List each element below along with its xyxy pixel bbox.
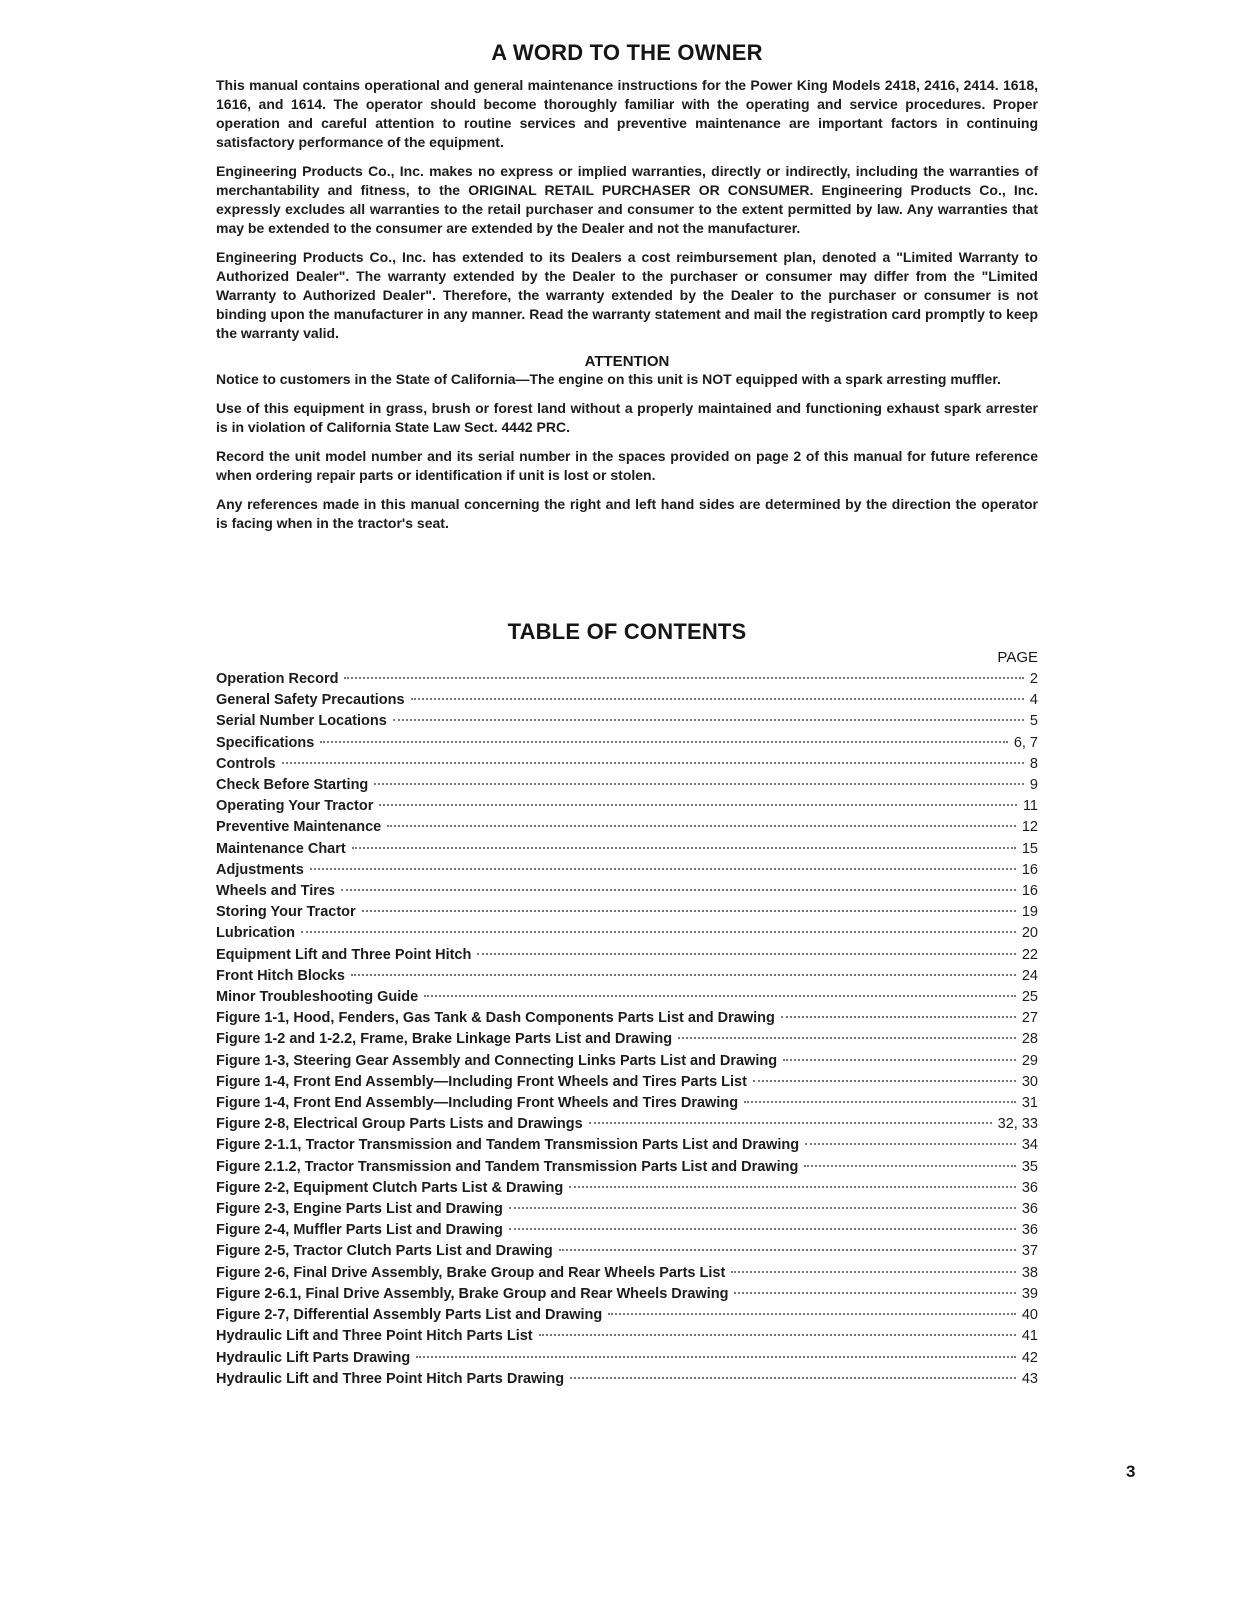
toc-entry-page: 9 [1029, 777, 1038, 794]
toc-entry-page: 34 [1021, 1137, 1038, 1154]
toc-entry-page: 32, 33 [997, 1116, 1038, 1133]
toc-entry [216, 987, 1038, 1008]
toc-entry-title: Figure 1-4, Front End Assembly—Including Front Wheels and Tires Drawing [216, 1095, 739, 1112]
toc-dot-leader [310, 868, 1016, 870]
toc-entry-page: 12 [1021, 819, 1038, 836]
toc-dot-leader [341, 889, 1016, 891]
toc-entry-title: Equipment Lift and Three Point Hitch [216, 946, 472, 963]
toc-dot-leader [731, 1271, 1016, 1273]
toc-dot-leader [411, 698, 1024, 700]
toc-entry-page: 19 [1021, 904, 1038, 921]
toc-entry-page: 22 [1021, 946, 1038, 963]
toc-dot-leader [362, 910, 1016, 912]
toc-entry-title: Figure 2-3, Engine Parts List and Drawing [216, 1201, 503, 1218]
toc-entry-title: Figure 1-3, Steering Gear Assembly and Connecting Links Parts List and Drawing [216, 1052, 778, 1069]
toc-entry-title: Hydraulic Lift Parts Drawing [216, 1349, 411, 1366]
toc-entry [216, 1051, 1038, 1072]
toc-dot-leader [509, 1228, 1016, 1230]
toc-entry-title: Figure 1-1, Hood, Fenders, Gas Tank & Dash Components Parts List and Drawing [216, 1010, 775, 1027]
toc-entry [216, 860, 1038, 881]
toc-entry-title: Controls [216, 755, 276, 772]
toc-entry-title: Figure 2-4, Muffler Parts List and Drawing [216, 1222, 503, 1239]
toc-page-column-label: PAGE [997, 649, 1038, 666]
toc-entry-title: Figure 2.1.2, Tractor Transmission and Tandem Transmission Parts List and Drawing [216, 1158, 799, 1175]
toc-entry [216, 1135, 1038, 1156]
toc-dot-leader [781, 1016, 1016, 1018]
attention-heading: ATTENTION [584, 353, 670, 370]
toc-dot-leader [509, 1207, 1016, 1209]
toc-heading: TABLE OF CONTENTS [507, 619, 747, 644]
toc-dot-leader [804, 1165, 1016, 1167]
toc-entry-title: Storing Your Tractor [216, 904, 356, 921]
toc-entry-page: 2 [1029, 671, 1038, 687]
toc-entry-page: 16 [1021, 883, 1038, 900]
toc-entry-title: Minor Troubleshooting Guide [216, 989, 419, 1006]
toc-entry-page: 4 [1029, 692, 1038, 709]
attention-paragraph-1: Notice to customers in the State of California—The engine on this unit is NOT equipped with a spark arresting muffler. [216, 371, 1001, 387]
toc-entry [216, 945, 1038, 966]
toc-entry-page: 36 [1021, 1222, 1038, 1239]
toc-dot-leader [559, 1249, 1016, 1251]
toc-entry-page: 25 [1021, 989, 1038, 1006]
toc-entry [216, 1220, 1038, 1241]
toc-dot-leader [416, 1356, 1016, 1358]
toc-entry [216, 1072, 1038, 1093]
toc-entry [216, 1326, 1038, 1347]
toc-dot-leader [477, 953, 1016, 955]
owner-paragraph-2: Engineering Products Co., Inc. makes no express or implied warranties, directly or indirectly, including the warranties of merchantability and fitness, to the ORIGINAL RETAIL PURCHASER OR CONSUMER. Engineering Products Co., Inc. expressly excludes all warranties to the retail purchaser and consumer to the extent permitted by law. Any warranties that may be extended to the consumer are extended by the Dealer and not the manufacturer. [216, 163, 1038, 236]
toc-dot-leader [351, 974, 1016, 976]
toc-dot-leader [344, 677, 1023, 679]
toc-entry [216, 1157, 1038, 1178]
toc-dot-leader [282, 762, 1024, 764]
toc-entry-page: 36 [1021, 1201, 1038, 1218]
toc-dot-leader [783, 1059, 1016, 1061]
toc-entry-title: Figure 2-6.1, Final Drive Assembly, Brake Group and Rear Wheels Drawing [216, 1285, 729, 1302]
toc-entry-page: 6, 7 [1013, 734, 1038, 751]
toc-dot-leader [387, 825, 1016, 827]
toc-dot-leader [301, 931, 1016, 933]
toc-entry-title: Operating Your Tractor [216, 798, 374, 815]
toc-entry-title: Preventive Maintenance [216, 819, 382, 836]
toc-entry-title: Maintenance Chart [216, 840, 346, 857]
toc-dot-leader [608, 1313, 1016, 1315]
toc-entry [216, 881, 1038, 902]
toc-entry [216, 1305, 1038, 1326]
toc-dot-leader [374, 783, 1024, 785]
toc-entry-page: 11 [1022, 798, 1038, 815]
owner-paragraph-3: Engineering Products Co., Inc. has extended to its Dealers a cost reimbursement plan, denoted a "Limited Warranty to Authorized Dealer". The warranty extended by the Dealer to the purchaser or consumer may differ from the "Limited Warranty to Authorized Dealer". Therefore, the warranty extended by the Dealer to the purchaser or consumer is not binding upon the manufacturer in any manner. Read the warranty statement and mail the registration card promptly to keep the warranty valid. [216, 249, 1038, 341]
toc-entry [216, 1093, 1038, 1114]
toc-entry-title: Front Hitch Blocks [216, 967, 345, 984]
toc-entry-page: 27 [1021, 1010, 1038, 1027]
toc-entry [216, 923, 1038, 944]
toc-entry [216, 1284, 1038, 1305]
toc-entry [216, 733, 1038, 754]
attention-paragraph-3: Record the unit model number and its serial number in the spaces provided on page 2 of this manual for future reference when ordering repair parts or identification if unit is lost or stolen. [216, 448, 1038, 483]
toc-entry [216, 1178, 1038, 1199]
toc-entry-page: 24 [1021, 967, 1038, 984]
toc-entry [216, 754, 1038, 775]
toc-entry-title: Figure 2-6, Final Drive Assembly, Brake Group and Rear Wheels Parts List [216, 1264, 726, 1281]
toc-entry [216, 1263, 1038, 1284]
owner-heading: A WORD TO THE OWNER [491, 40, 763, 65]
toc-entry-page: 20 [1021, 925, 1038, 942]
toc-entry [216, 1369, 1038, 1390]
toc-entry-page: 15 [1021, 840, 1038, 857]
toc-entry-title: Figure 2-8, Electrical Group Parts Lists and Drawings [216, 1116, 583, 1133]
toc-entry-page: 28 [1021, 1031, 1038, 1048]
toc-entry-page: 43 [1021, 1370, 1038, 1387]
toc-entry [216, 669, 1038, 690]
toc-entry-title: Lubrication [216, 925, 295, 942]
toc-entry [216, 1114, 1038, 1135]
toc-entry-page: 39 [1021, 1285, 1038, 1302]
toc-entry [216, 775, 1038, 796]
toc-entry-title: Figure 2-5, Tractor Clutch Parts List and Drawing [216, 1243, 553, 1260]
toc-entry [216, 796, 1038, 817]
toc-entry [216, 1008, 1038, 1029]
toc-entry-title: Serial Number Locations [216, 713, 387, 730]
toc-entry-title: Figure 2-1.1, Tractor Transmission and Tandem Transmission Parts List and Drawing [216, 1137, 800, 1154]
toc-entry-page: 16 [1021, 861, 1038, 878]
toc-entry-title: Check Before Starting [216, 777, 369, 794]
toc-entry [216, 817, 1038, 838]
toc-entry [216, 966, 1038, 987]
toc-entry-title: Figure 1-2 and 1-2.2, Frame, Brake Linkage Parts List and Drawing [216, 1031, 673, 1048]
toc-dot-leader [744, 1101, 1016, 1103]
toc-dot-leader [570, 1377, 1016, 1379]
toc-dot-leader [805, 1143, 1016, 1145]
toc-entry-title: Specifications [216, 734, 315, 751]
toc-entry-page: 35 [1021, 1158, 1038, 1175]
manual-page [216, 40, 1038, 1390]
toc-entry-title: Operation Record [216, 671, 339, 687]
attention-paragraph-2: Use of this equipment in grass, brush or forest land without a properly maintained and functioning exhaust spark arrester is in violation of California State Law Sect. 4442 PRC. [216, 400, 1038, 435]
toc-entry [216, 1029, 1038, 1050]
toc-dot-leader [753, 1080, 1016, 1082]
toc-dot-leader [320, 741, 1008, 743]
toc-list [216, 669, 1038, 1390]
toc-entry-title: Adjustments [216, 861, 304, 878]
toc-entry-title: Hydraulic Lift and Three Point Hitch Parts Drawing [216, 1370, 565, 1387]
toc-dot-leader [379, 804, 1017, 806]
toc-entry-page: 8 [1029, 755, 1038, 772]
toc-entry [216, 711, 1038, 732]
toc-entry-page: 37 [1021, 1243, 1038, 1260]
toc-entry-page: 40 [1021, 1307, 1038, 1324]
toc-entry-title: Figure 2-7, Differential Assembly Parts List and Drawing [216, 1307, 603, 1324]
toc-dot-leader [734, 1292, 1015, 1294]
toc-dot-leader [424, 995, 1016, 997]
toc-entry [216, 902, 1038, 923]
owner-paragraph-1: This manual contains operational and general maintenance instructions for the Power King Models 2418, 2416, 2414. 1618, 1616, and 1614. The operator should become thoroughly familiar with the operating and service procedures. Proper operation and careful attention to routine services and preventive maintenance are important factors in continuing satisfactory performance of the equipment. [216, 77, 1038, 150]
toc-entry-page: 42 [1021, 1349, 1038, 1366]
toc-entry-title: General Safety Precautions [216, 692, 405, 709]
toc-entry-title: Figure 2-2, Equipment Clutch Parts List & Drawing [216, 1179, 564, 1196]
toc-entry-title: Wheels and Tires [216, 883, 335, 900]
toc-entry [216, 1199, 1038, 1220]
toc-dot-leader [539, 1334, 1016, 1336]
toc-dot-leader [569, 1186, 1016, 1188]
page-number: 3 [1126, 1462, 1136, 1481]
toc-entry-page: 30 [1021, 1073, 1038, 1090]
toc-entry-page: 41 [1021, 1328, 1038, 1345]
toc-dot-leader [589, 1122, 992, 1124]
toc-dot-leader [352, 847, 1016, 849]
toc-entry [216, 690, 1038, 711]
toc-entry-title: Hydraulic Lift and Three Point Hitch Parts List [216, 1328, 533, 1345]
toc-entry-page: 36 [1021, 1179, 1038, 1196]
toc-entry-page: 29 [1021, 1052, 1038, 1069]
toc-entry [216, 839, 1038, 860]
toc-entry-page: 5 [1029, 713, 1038, 730]
toc-dot-leader [678, 1037, 1016, 1039]
toc-entry-title: Figure 1-4, Front End Assembly—Including Front Wheels and Tires Parts List [216, 1073, 747, 1090]
toc-entry [216, 1241, 1038, 1262]
attention-paragraph-4: Any references made in this manual concerning the right and left hand sides are determined by the direction the operator is facing when in the tractor's seat. [216, 496, 1038, 531]
toc-entry-page: 38 [1021, 1264, 1038, 1281]
toc-entry [216, 1348, 1038, 1369]
toc-dot-leader [393, 719, 1024, 721]
toc-entry-page: 31 [1021, 1095, 1038, 1112]
